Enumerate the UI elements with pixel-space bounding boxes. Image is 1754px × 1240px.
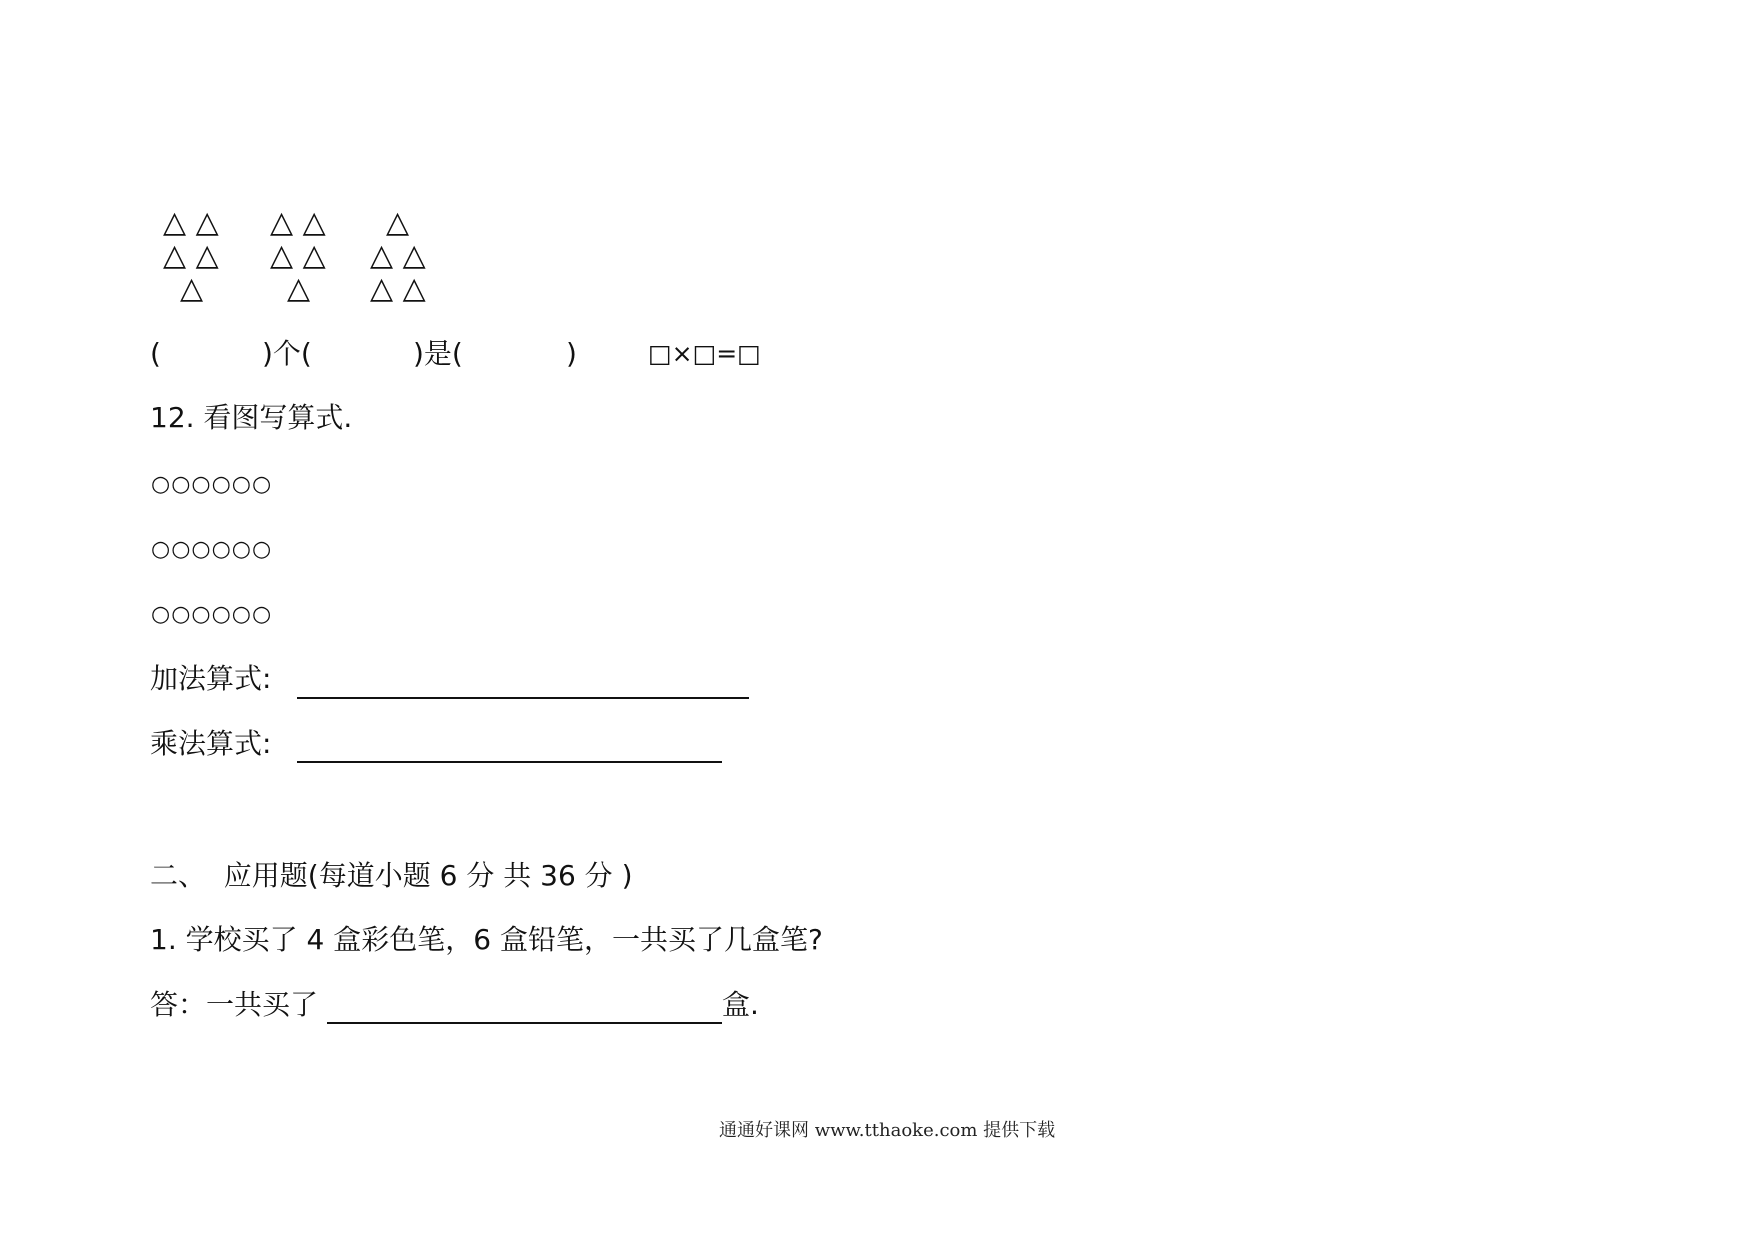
answer-prefix: 答：一共买了 (150, 988, 319, 1021)
multiplication-answer-line[interactable] (297, 761, 722, 763)
triangle-row: △ (180, 271, 204, 306)
triangle-row: △ △ (370, 271, 426, 306)
paren-close: ) (566, 337, 577, 370)
triangle-row: △ △ (163, 205, 219, 240)
triangle-row: △ (287, 271, 311, 306)
circle-row: ○○○○○○ (151, 602, 273, 627)
answer-suffix: 盒. (722, 988, 759, 1021)
triangle-row: △ △ (270, 205, 326, 240)
circle-row: ○○○○○○ (151, 537, 273, 562)
is-text: )是( (413, 337, 463, 370)
answer-line[interactable] (327, 1022, 722, 1024)
triangle-row: △ (386, 205, 410, 240)
triangle-row: △ △ (270, 238, 326, 273)
problem-text: 1. 学校买了 4 盒彩色笔，6 盒铅笔，一共买了几盒笔? (150, 923, 823, 956)
section-heading: 二、 应用题(每道小题 6 分 共 36 分 ) (150, 859, 633, 892)
circle-row: ○○○○○○ (151, 472, 273, 497)
triangle-row: △ △ (163, 238, 219, 273)
triangle-row: △ △ (370, 238, 426, 273)
addition-answer-line[interactable] (297, 697, 749, 699)
addition-label: 加法算式: (150, 662, 272, 695)
multiplication-label: 乘法算式: (150, 727, 272, 760)
box-equation: □×□=□ (648, 339, 761, 368)
unit-text: )个( (262, 337, 312, 370)
paren-open: ( (150, 337, 161, 370)
q12-title: 12. 看图写算式. (150, 401, 353, 434)
footer-credit: 通通好课网 www.tthaoke.com 提供下载 (719, 1120, 1056, 1141)
